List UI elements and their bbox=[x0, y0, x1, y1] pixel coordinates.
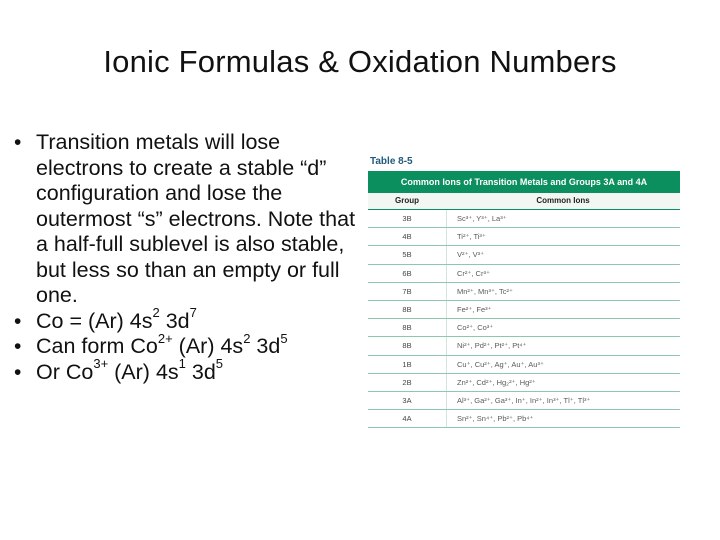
column-header-ions: Common Ions bbox=[536, 196, 590, 205]
ions-cell: Cr²⁺, Cr³⁺ bbox=[457, 268, 490, 278]
table-body bbox=[368, 210, 680, 428]
ions-cell: Zn²⁺, Cd²⁺, Hg₂²⁺, Hg²⁺ bbox=[457, 377, 536, 387]
group-cell: 4A bbox=[368, 410, 447, 427]
table-row bbox=[368, 228, 680, 246]
group-cell: 3A bbox=[368, 392, 447, 409]
group-cell: 6B bbox=[368, 265, 447, 282]
column-header-group: Group bbox=[395, 196, 419, 205]
ions-cell: Ti²⁺, Ti³⁺ bbox=[457, 232, 486, 242]
group-cell: 2B bbox=[368, 374, 447, 391]
table-column-headers bbox=[368, 193, 680, 210]
table-row bbox=[368, 392, 680, 410]
ions-cell: V²⁺, V³⁺ bbox=[457, 250, 485, 260]
bullet-co-config: • Co = (Ar) $4s^2$ $3d^7$ bbox=[14, 309, 359, 335]
group-cell: 7B bbox=[368, 283, 447, 300]
group-cell: 1B bbox=[368, 356, 447, 373]
ions-cell: Ni²⁺, Pd²⁺, Pt²⁺, Pt⁴⁺ bbox=[457, 341, 527, 351]
table-header: Common Ions of Transition Metals and Groups 3A and 4A bbox=[368, 171, 680, 193]
group-cell: 3B bbox=[368, 210, 447, 227]
group-cell: 5B bbox=[368, 246, 447, 263]
slide-title: Ionic Formulas & Oxidation Numbers bbox=[103, 44, 617, 79]
group-cell: 8B bbox=[368, 337, 447, 354]
ions-cell: Sn²⁺, Sn⁴⁺, Pb²⁺, Pb⁴⁺ bbox=[457, 414, 534, 424]
table-row bbox=[368, 337, 680, 355]
table-row bbox=[368, 246, 680, 264]
bullet-co3-config: • Or $Co^{3+}$ (Ar) $4s^1$ $3d^5$ bbox=[14, 360, 359, 386]
ions-cell: Cu⁺, Cu²⁺, Ag⁺, Au⁺, Au³⁺ bbox=[457, 359, 544, 369]
table-caption: Table 8-5 bbox=[370, 156, 413, 167]
table-row bbox=[368, 210, 680, 228]
ions-cell: Fe²⁺, Fe³⁺ bbox=[457, 304, 492, 314]
ions-cell: Co²⁺, Co³⁺ bbox=[457, 323, 494, 333]
table-row bbox=[368, 356, 680, 374]
table-row bbox=[368, 301, 680, 319]
table-row bbox=[368, 283, 680, 301]
table-row bbox=[368, 265, 680, 283]
bullet-co2-config: • Can form $Co^{2+}$ (Ar) $4s^2$ $3d^5$ bbox=[14, 334, 359, 360]
group-cell: 8B bbox=[368, 319, 447, 336]
ions-cell: Mn²⁺, Mn³⁺, Tc²⁺ bbox=[457, 286, 513, 296]
bullet-list bbox=[14, 130, 359, 385]
group-cell: 8B bbox=[368, 301, 447, 318]
ions-cell: Al³⁺, Ga²⁺, Ga³⁺, In⁺, In²⁺, In³⁺, Tl⁺, Tl³⁺ bbox=[457, 395, 591, 405]
table-row bbox=[368, 319, 680, 337]
bullet-transition-metals: • Transition metals will lose electrons to create a stable “d” configuration and lose the outermost “s” electrons. Note that a half-full sublevel is also stable, but less so than an empty or full one. bbox=[14, 130, 359, 309]
table-row bbox=[368, 374, 680, 392]
table-row bbox=[368, 410, 680, 428]
group-cell: 4B bbox=[368, 228, 447, 245]
ions-table bbox=[368, 155, 680, 428]
ions-cell: Sc³⁺, Y³⁺, La³⁺ bbox=[457, 214, 507, 223]
